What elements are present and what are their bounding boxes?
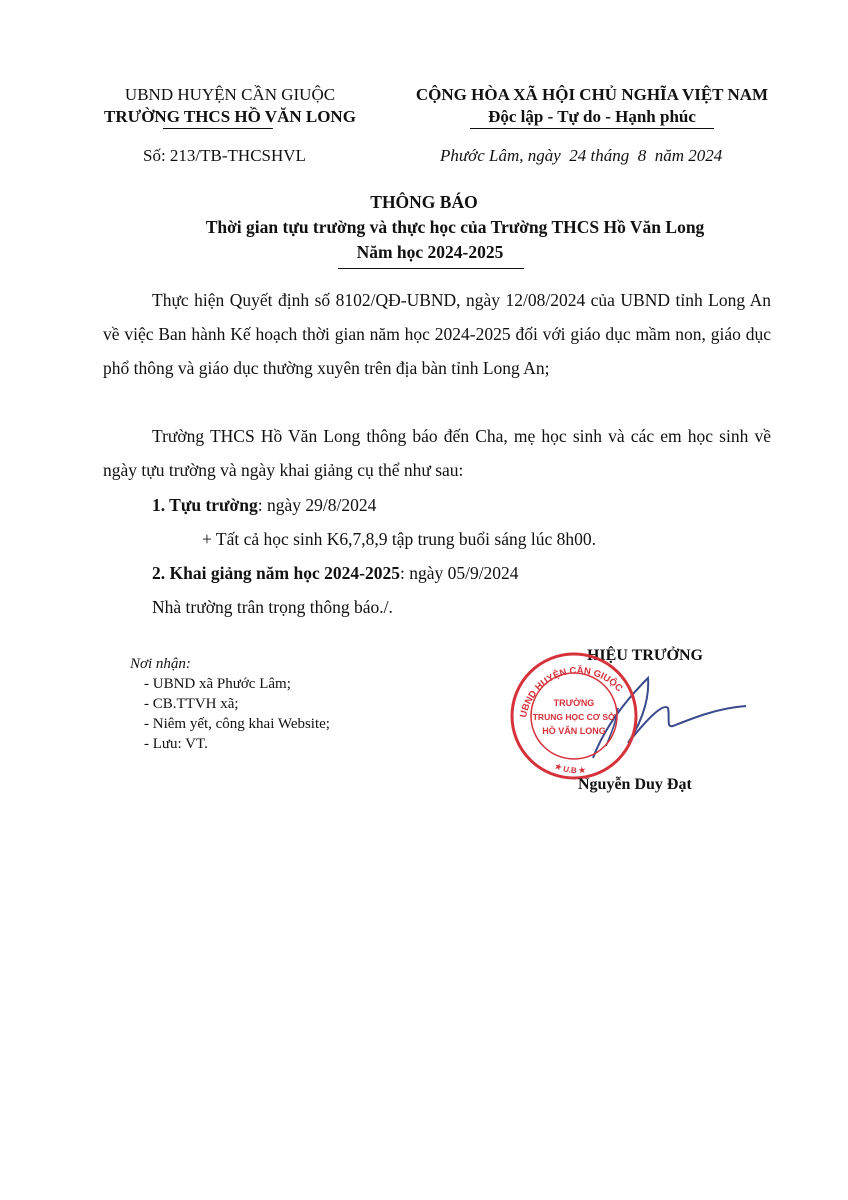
svg-text:★ U.B ★: ★ U.B ★ bbox=[553, 761, 587, 776]
seal-outer-text: UBND HUYỆN CẦN GIUỘC bbox=[518, 665, 625, 719]
body-paragraph-2: Trường THCS Hồ Văn Long thông báo đến Cha, mẹ học sinh và các em học sinh về ngày tựu trường và ngày khai giảng cụ thể như sau: bbox=[103, 426, 771, 480]
item-1 bbox=[152, 495, 376, 516]
recipient-item: - UBND xã Phước Lâm; bbox=[144, 676, 291, 692]
signer-title: HIỆU TRƯỞNG bbox=[586, 647, 703, 664]
signer-name: Nguyễn Duy Đạt bbox=[578, 776, 692, 793]
svg-text:TRƯỜNG: TRƯỜNG bbox=[553, 698, 595, 708]
item-1-label: 1. Tựu trường bbox=[152, 495, 258, 515]
title-underline bbox=[338, 268, 524, 269]
svg-text:TRUNG HỌC CƠ SỞ: TRUNG HỌC CƠ SỞ bbox=[532, 712, 616, 722]
recipient-item: - Niêm yết, công khai Website; bbox=[144, 716, 330, 732]
school-seal bbox=[498, 648, 758, 783]
recipient-item: - Lưu: VT. bbox=[144, 736, 208, 752]
doc-subtitle: Thời gian tựu trường và thực học của Trường THCS Hồ Văn Long bbox=[205, 217, 705, 237]
item-2-value: : ngày 05/9/2024 bbox=[399, 563, 519, 583]
item-1-detail: + Tất cả học sinh K6,7,8,9 tập trung buổi sáng lúc 8h00. bbox=[202, 529, 596, 549]
org-underline bbox=[163, 128, 273, 129]
place-date: Phước Lâm, ngày 24 tháng 8 năm 2024 bbox=[440, 146, 723, 165]
nation-block bbox=[385, 84, 799, 128]
motto-underline bbox=[470, 128, 714, 129]
nation-title: CỘNG HÒA XÃ HỘI CHỦ NGHĨA VIỆT NAM bbox=[415, 85, 769, 104]
org-block bbox=[90, 84, 370, 128]
item-1-value: : ngày 29/8/2024 bbox=[257, 495, 377, 515]
recipients-heading: Nơi nhận: bbox=[130, 656, 191, 672]
doc-title: THÔNG BÁO bbox=[370, 192, 478, 212]
item-2-label: 2. Khai giảng năm học 2024-2025 bbox=[152, 563, 400, 583]
svg-text:UBND HUYỆN CẦN GIUỘC bbox=[518, 665, 625, 718]
doc-number: Số: 213/TB-THCSHVL bbox=[143, 146, 306, 165]
recipients-block bbox=[130, 654, 330, 754]
nation-motto: Độc lập - Tự do - Hạnh phúc bbox=[488, 107, 696, 126]
body-paragraph-1: Thực hiện Quyết định số 8102/QĐ-UBND, ngày 12/08/2024 của UBND tỉnh Long An về việc Ban hành Kế hoạch thời gian năm học 2024-2025 đối với giáo dục mầm non, giáo dục phổ thông và giáo dục thường xuyên trên địa bàn tỉnh Long An; bbox=[103, 290, 771, 378]
org-school: TRƯỜNG THCS HỒ VĂN LONG bbox=[104, 107, 356, 126]
svg-text:HỒ VĂN LONG: HỒ VĂN LONG bbox=[542, 726, 606, 736]
recipient-item: - CB.TTVH xã; bbox=[144, 696, 239, 712]
doc-school-year: Năm học 2024-2025 bbox=[356, 242, 504, 262]
closing-line: Nhà trường trân trọng thông báo./. bbox=[152, 597, 393, 617]
org-parent: UBND HUYỆN CẦN GIUỘC bbox=[124, 85, 336, 104]
item-2 bbox=[152, 563, 519, 584]
